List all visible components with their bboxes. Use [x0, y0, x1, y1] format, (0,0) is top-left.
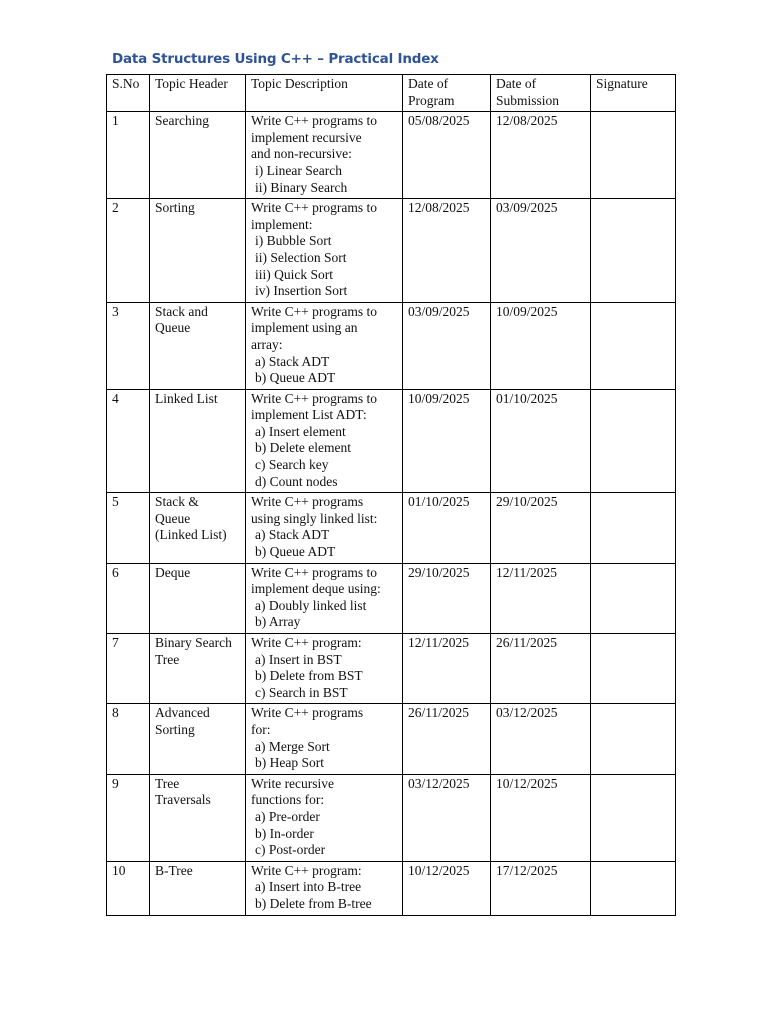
description-line: a) Insert element	[255, 423, 346, 439]
description-line: Write C++ programs to	[251, 200, 378, 216]
row-sno: 9	[107, 774, 150, 861]
row-date-of-submission: 10/12/2025	[491, 774, 591, 861]
row-topic-description	[246, 112, 403, 199]
description-line: Write C++ programs to	[251, 113, 378, 129]
description-line: and non-recursive:	[251, 146, 352, 162]
table-row	[107, 563, 676, 633]
topic-line: Binary Search	[155, 635, 232, 650]
row-topic-header	[150, 704, 246, 774]
row-sno: 8	[107, 704, 150, 774]
description-line: a) Merge Sort	[255, 738, 330, 754]
description-line: a) Insert into B-tree	[255, 879, 362, 895]
description-line: b) In-order	[255, 825, 314, 841]
topic-line: Searching	[155, 113, 209, 129]
row-signature-cell[interactable]	[591, 634, 676, 704]
row-topic-header	[150, 774, 246, 861]
row-date-of-program: 05/08/2025	[403, 112, 491, 199]
row-topic-description	[246, 302, 403, 389]
row-date-of-program: 03/12/2025	[403, 774, 491, 861]
description-line: implement List ADT:	[251, 407, 367, 423]
description-line: Write C++ programs to	[251, 390, 378, 406]
description-line: using singly linked list:	[251, 510, 378, 526]
description-line: implement using an	[251, 320, 358, 336]
topic-line: Queue	[155, 320, 191, 336]
row-date-of-submission: 12/08/2025	[491, 112, 591, 199]
row-topic-header	[150, 302, 246, 389]
row-sno: 6	[107, 563, 150, 633]
topic-line: Tree	[155, 775, 180, 791]
row-sno: 3	[107, 302, 150, 389]
description-line: a) Stack ADT	[255, 527, 330, 543]
description-line: a) Pre-order	[255, 808, 320, 824]
description-line: ii) Selection Sort	[255, 249, 347, 265]
description-line: Write recursive	[251, 775, 335, 791]
description-line: ii) Binary Search	[255, 179, 348, 195]
row-date-of-program: 10/12/2025	[403, 861, 491, 915]
header-date-of-submission	[491, 75, 591, 112]
row-sno: 7	[107, 634, 150, 704]
description-line: Write C++ program:	[251, 635, 362, 650]
page-title: Data Structures Using C++ – Practical Index	[112, 51, 439, 67]
table-body	[107, 112, 676, 915]
topic-line: Stack &	[155, 494, 199, 510]
row-topic-description	[246, 493, 403, 563]
row-topic-header	[150, 563, 246, 633]
topic-line: Traversals	[155, 792, 211, 808]
topic-line: Advanced	[155, 705, 210, 721]
description-line: b) Delete from B-tree	[255, 895, 372, 911]
description-line: i) Bubble Sort	[255, 233, 332, 249]
row-date-of-submission: 29/10/2025	[491, 493, 591, 563]
description-line: b) Delete element	[255, 440, 351, 456]
practical-index-table	[106, 74, 676, 916]
table-row	[107, 199, 676, 303]
description-line: functions for:	[251, 792, 325, 808]
row-signature-cell[interactable]	[591, 493, 676, 563]
row-topic-description	[246, 199, 403, 303]
row-signature-cell[interactable]	[591, 704, 676, 774]
row-date-of-submission: 03/09/2025	[491, 199, 591, 303]
row-date-of-program: 29/10/2025	[403, 563, 491, 633]
row-topic-description	[246, 563, 403, 633]
header-date-of-submission-line: Submission	[496, 92, 560, 108]
row-topic-description	[246, 389, 403, 493]
row-topic-header	[150, 199, 246, 303]
row-topic-description	[246, 774, 403, 861]
table-row	[107, 493, 676, 563]
topic-line: Stack and	[155, 303, 208, 319]
row-signature-cell[interactable]	[591, 774, 676, 861]
row-topic-header	[150, 389, 246, 493]
description-line: a) Insert in BST	[255, 651, 342, 667]
description-line: a) Stack ADT	[255, 353, 330, 369]
description-line: Write C++ programs to	[251, 564, 378, 580]
header-signature: Signature	[591, 75, 676, 112]
description-line: implement deque using:	[251, 581, 381, 597]
table-row	[107, 112, 676, 199]
row-topic-header	[150, 112, 246, 199]
row-sno: 10	[107, 861, 150, 915]
topic-line: Sorting	[155, 721, 195, 737]
description-line: for:	[251, 721, 271, 737]
row-signature-cell[interactable]	[591, 563, 676, 633]
description-line: d) Count nodes	[255, 473, 338, 489]
row-date-of-submission: 03/12/2025	[491, 704, 591, 774]
row-sno: 5	[107, 493, 150, 563]
row-topic-header	[150, 861, 246, 915]
header-topic-description: Topic Description	[246, 75, 403, 112]
row-date-of-program: 26/11/2025	[403, 704, 491, 774]
topic-line: Sorting	[155, 200, 195, 216]
row-date-of-submission: 12/11/2025	[491, 563, 591, 633]
description-line: iv) Insertion Sort	[255, 283, 348, 299]
row-topic-header	[150, 634, 246, 704]
row-date-of-program: 12/08/2025	[403, 199, 491, 303]
description-line: Write C++ programs to	[251, 303, 378, 319]
table-row	[107, 774, 676, 861]
description-line: b) Heap Sort	[255, 755, 324, 771]
row-topic-description	[246, 704, 403, 774]
row-date-of-submission: 10/09/2025	[491, 302, 591, 389]
description-line: c) Search in BST	[255, 684, 348, 700]
description-line: Write C++ programs	[251, 494, 364, 510]
row-date-of-submission: 26/11/2025	[491, 634, 591, 704]
description-line: c) Post-order	[255, 842, 326, 858]
description-line: c) Search key	[255, 457, 329, 473]
table-row	[107, 704, 676, 774]
description-line: implement recursive	[251, 129, 362, 145]
row-signature-cell[interactable]	[591, 389, 676, 493]
row-date-of-submission: 01/10/2025	[491, 389, 591, 493]
row-sno: 1	[107, 112, 150, 199]
description-line: b) Delete from BST	[255, 668, 363, 684]
description-line: Write C++ program:	[251, 862, 362, 878]
row-topic-description	[246, 634, 403, 704]
header-sno: S.No	[107, 75, 150, 112]
row-signature-cell[interactable]	[591, 112, 676, 199]
row-date-of-submission: 17/12/2025	[491, 861, 591, 915]
table-row	[107, 634, 676, 704]
header-row	[107, 75, 676, 112]
table-row	[107, 861, 676, 915]
row-signature-cell[interactable]	[591, 302, 676, 389]
header-date-of-program	[403, 75, 491, 112]
topic-line: Tree	[155, 651, 180, 667]
row-date-of-program: 12/11/2025	[403, 634, 491, 704]
header-date-of-submission-line: Date of	[496, 76, 537, 91]
topic-line: Deque	[155, 564, 191, 580]
topic-line: Queue	[155, 510, 191, 526]
row-topic-header	[150, 493, 246, 563]
row-sno: 2	[107, 199, 150, 303]
table-row	[107, 302, 676, 389]
description-line: implement:	[251, 216, 313, 232]
topic-line: Linked List	[155, 390, 218, 406]
description-line: b) Queue ADT	[255, 370, 336, 386]
header-date-of-program-line: Date of	[408, 76, 449, 91]
row-date-of-program: 03/09/2025	[403, 302, 491, 389]
topic-line: (Linked List)	[155, 527, 227, 543]
description-line: b) Array	[255, 614, 301, 630]
description-line: i) Linear Search	[255, 162, 342, 178]
row-date-of-program: 10/09/2025	[403, 389, 491, 493]
header-topic-header: Topic Header	[150, 75, 246, 112]
row-signature-cell[interactable]	[591, 199, 676, 303]
description-line: Write C++ programs	[251, 705, 364, 721]
header-date-of-program-line: Program	[408, 92, 455, 108]
description-line: iii) Quick Sort	[255, 266, 333, 282]
row-signature-cell[interactable]	[591, 861, 676, 915]
description-line: a) Doubly linked list	[255, 597, 367, 613]
description-line: array:	[251, 336, 283, 352]
row-sno: 4	[107, 389, 150, 493]
description-line: b) Queue ADT	[255, 544, 336, 560]
table-row	[107, 389, 676, 493]
topic-line: B-Tree	[155, 862, 193, 878]
row-topic-description	[246, 861, 403, 915]
row-date-of-program: 01/10/2025	[403, 493, 491, 563]
